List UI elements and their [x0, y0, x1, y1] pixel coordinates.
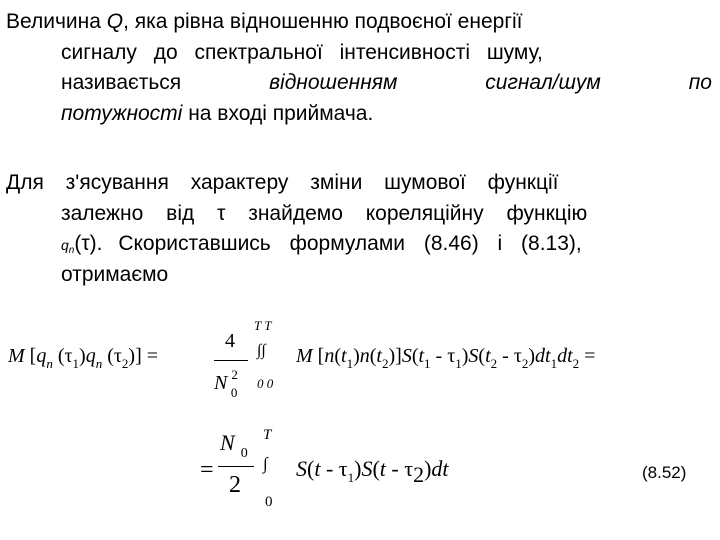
eq2-lower-limit: 0: [265, 494, 273, 510]
eq2-fraction-bar: [218, 466, 254, 467]
text: Величина: [6, 10, 107, 33]
para2-line2: залежно від τ знайдемо кореляційну функцію: [61, 201, 588, 225]
eq2-integrand: $S(t - \tau_1)S(t - \tau 2)dt$: [296, 456, 449, 487]
paragraph-2: [6, 168, 712, 290]
eq2-numerator: N $_0$: [220, 430, 248, 461]
eq1-denominator: N $^2_0$: [214, 367, 238, 400]
text: , яка рівна відношенню подвоєної енергії: [123, 10, 523, 33]
eq1-lhs: M [$q_n$ $(\tau_1)q_n$ $(\tau_2)$] =: [8, 345, 159, 371]
para1-line1: [6, 7, 712, 38]
eq2-upper-limit: T: [263, 427, 272, 443]
para2-line3: [6, 229, 712, 260]
symbol-q: q: [61, 237, 69, 253]
text: (τ).: [74, 232, 103, 255]
term-italic: по: [688, 71, 712, 94]
para1-line3: [6, 68, 712, 99]
term-italic: сигнал/шум: [485, 71, 601, 94]
para2-line1: Для з'ясування характеру зміни шумової функції: [6, 171, 559, 194]
text: називається: [61, 71, 182, 94]
para1-line2: сигналу до спектральної інтенсивності шуму,: [61, 40, 543, 64]
term-italic: потужності: [61, 101, 183, 125]
symbol-q: Q: [106, 10, 124, 33]
eq2-equals: =: [200, 457, 214, 483]
eq1-upper-limits: T T: [254, 318, 272, 333]
para1-line4: [6, 99, 712, 130]
eq1-numerator: 4: [225, 330, 235, 352]
eq2-integral-sign: ∫: [263, 454, 268, 473]
text: Скориставшись формулами (8.46) і (8.13),: [118, 232, 582, 255]
para2-line4: отримаємо: [61, 262, 169, 286]
symbol-n: n: [68, 245, 75, 256]
eq1-integrand: M $[n(t_1)n(t_2)]S(t_1 - \tau_1)S(t_2 - \tau_2)dt_1dt_2$ =: [296, 345, 596, 371]
eq1-fraction-bar: [214, 360, 248, 361]
term-italic: відношенням: [269, 71, 398, 94]
paragraph-1: [6, 7, 712, 129]
eq1-lower-limits: 0 0: [257, 376, 274, 391]
eq1-integral-signs: ∫∫: [257, 342, 266, 359]
text: на вході приймача.: [182, 101, 374, 125]
equation-number: (8.52): [642, 463, 687, 482]
eq2-denominator: 2: [229, 472, 241, 498]
